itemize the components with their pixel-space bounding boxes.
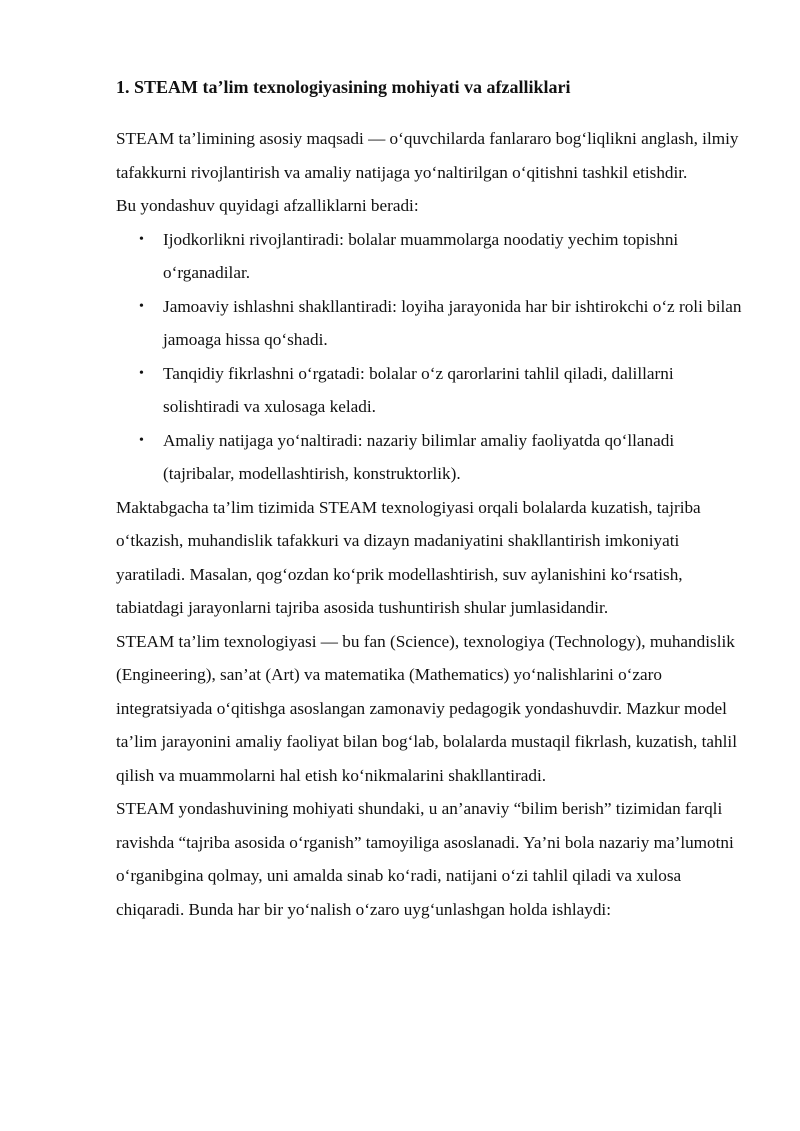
paragraph-preschool: Maktabgacha ta’lim tizimida STEAM texnologiyasi orqali bolalarda kuzatish, tajriba o‘tkazish, muhandislik tafakkuri va dizayn madaniyatini shakllantirish imkoniyati yaratiladi. Masalan, qog‘ozdan ko‘prik modellashtirish, suv aylanishini ko‘rsatish, tabiatdagi jarayonlarni tajriba asosida tushuntirish shular jumlasidandir. — [116, 497, 701, 617]
paragraph-definition: STEAM ta’lim texnologiyasi — bu fan (Science), texnologiya (Technology), muhandislik (Engineering), san’at (Art) va matematika (Mathematics) yo‘nalishlarini o‘zaro integratsiyada o‘qitishga asoslangan zamonaviy pedagogik yondashuvdir. Mazkur model ta’lim jarayonini amaliy faoliyat bilan bog‘lab, bolalarda mustaqil fikrlash, kuzatish, tahlil qilish va muammolarni hal etish ko‘nikmalarini shakllantiradi. — [116, 631, 737, 785]
bullet-icon: • — [139, 298, 144, 314]
paragraph-goal: STEAM ta’limining asosiy maqsadi — o‘quvchilarda fanlararo bog‘liqlikni anglash, ilmiy tafakkurni rivojlantirish va amaliy natijaga yo‘naltirilgan o‘qitishni tashkil etishdir. — [116, 129, 739, 182]
list-item-text: Amaliy natijaga yo‘naltiradi: nazariy bilimlar amaliy faoliyatda qo‘llanadi (tajribalar, modellashtirish, konstruktorlik). — [163, 430, 675, 483]
bullet-icon: • — [139, 231, 144, 247]
list-item-text: Jamoaviy ishlashni shakllantiradi: loyiha jarayonida har bir ishtirokchi o‘z roli bilan jamoaga hissa qo‘shadi. — [163, 296, 742, 349]
list-item — [116, 290, 748, 357]
advantages-list — [116, 223, 748, 491]
document-body — [116, 122, 748, 926]
list-item-text: Ijodkorlikni rivojlantiradi: bolalar muammolarga noodatiy yechim topishni o‘rganadilar. — [163, 229, 679, 282]
bullet-icon: • — [139, 432, 144, 448]
bullet-icon: • — [139, 365, 144, 381]
list-item — [116, 424, 748, 491]
section-heading: 1. STEAM ta’lim texnologiyasining mohiyati va afzalliklari — [116, 77, 571, 97]
paragraph-advantages-intro: Bu yondashuv quyidagi afzalliklarni beradi: — [116, 196, 419, 215]
paragraph-essence: STEAM yondashuvining mohiyati shundaki, u an’anaviy “bilim berish” tizimidan farqli ravishda “tajriba asosida o‘rganish” tamoyiliga asoslanadi. Ya’ni bola nazariy ma’lumotni o‘rganibgina qolmay, uni amalda sinab ko‘radi, natijani o‘zi tahlil qiladi va xulosa chiqaradi. Bunda har bir yo‘nalish o‘zaro uyg‘unlashgan holda ishlaydi: — [116, 799, 734, 919]
list-item — [116, 223, 748, 290]
list-item-text: Tanqidiy fikrlashni o‘rgatadi: bolalar o‘z qarorlarini tahlil qiladi, dalillarni solishtiradi va xulosaga keladi. — [163, 363, 674, 416]
list-item — [116, 357, 748, 424]
